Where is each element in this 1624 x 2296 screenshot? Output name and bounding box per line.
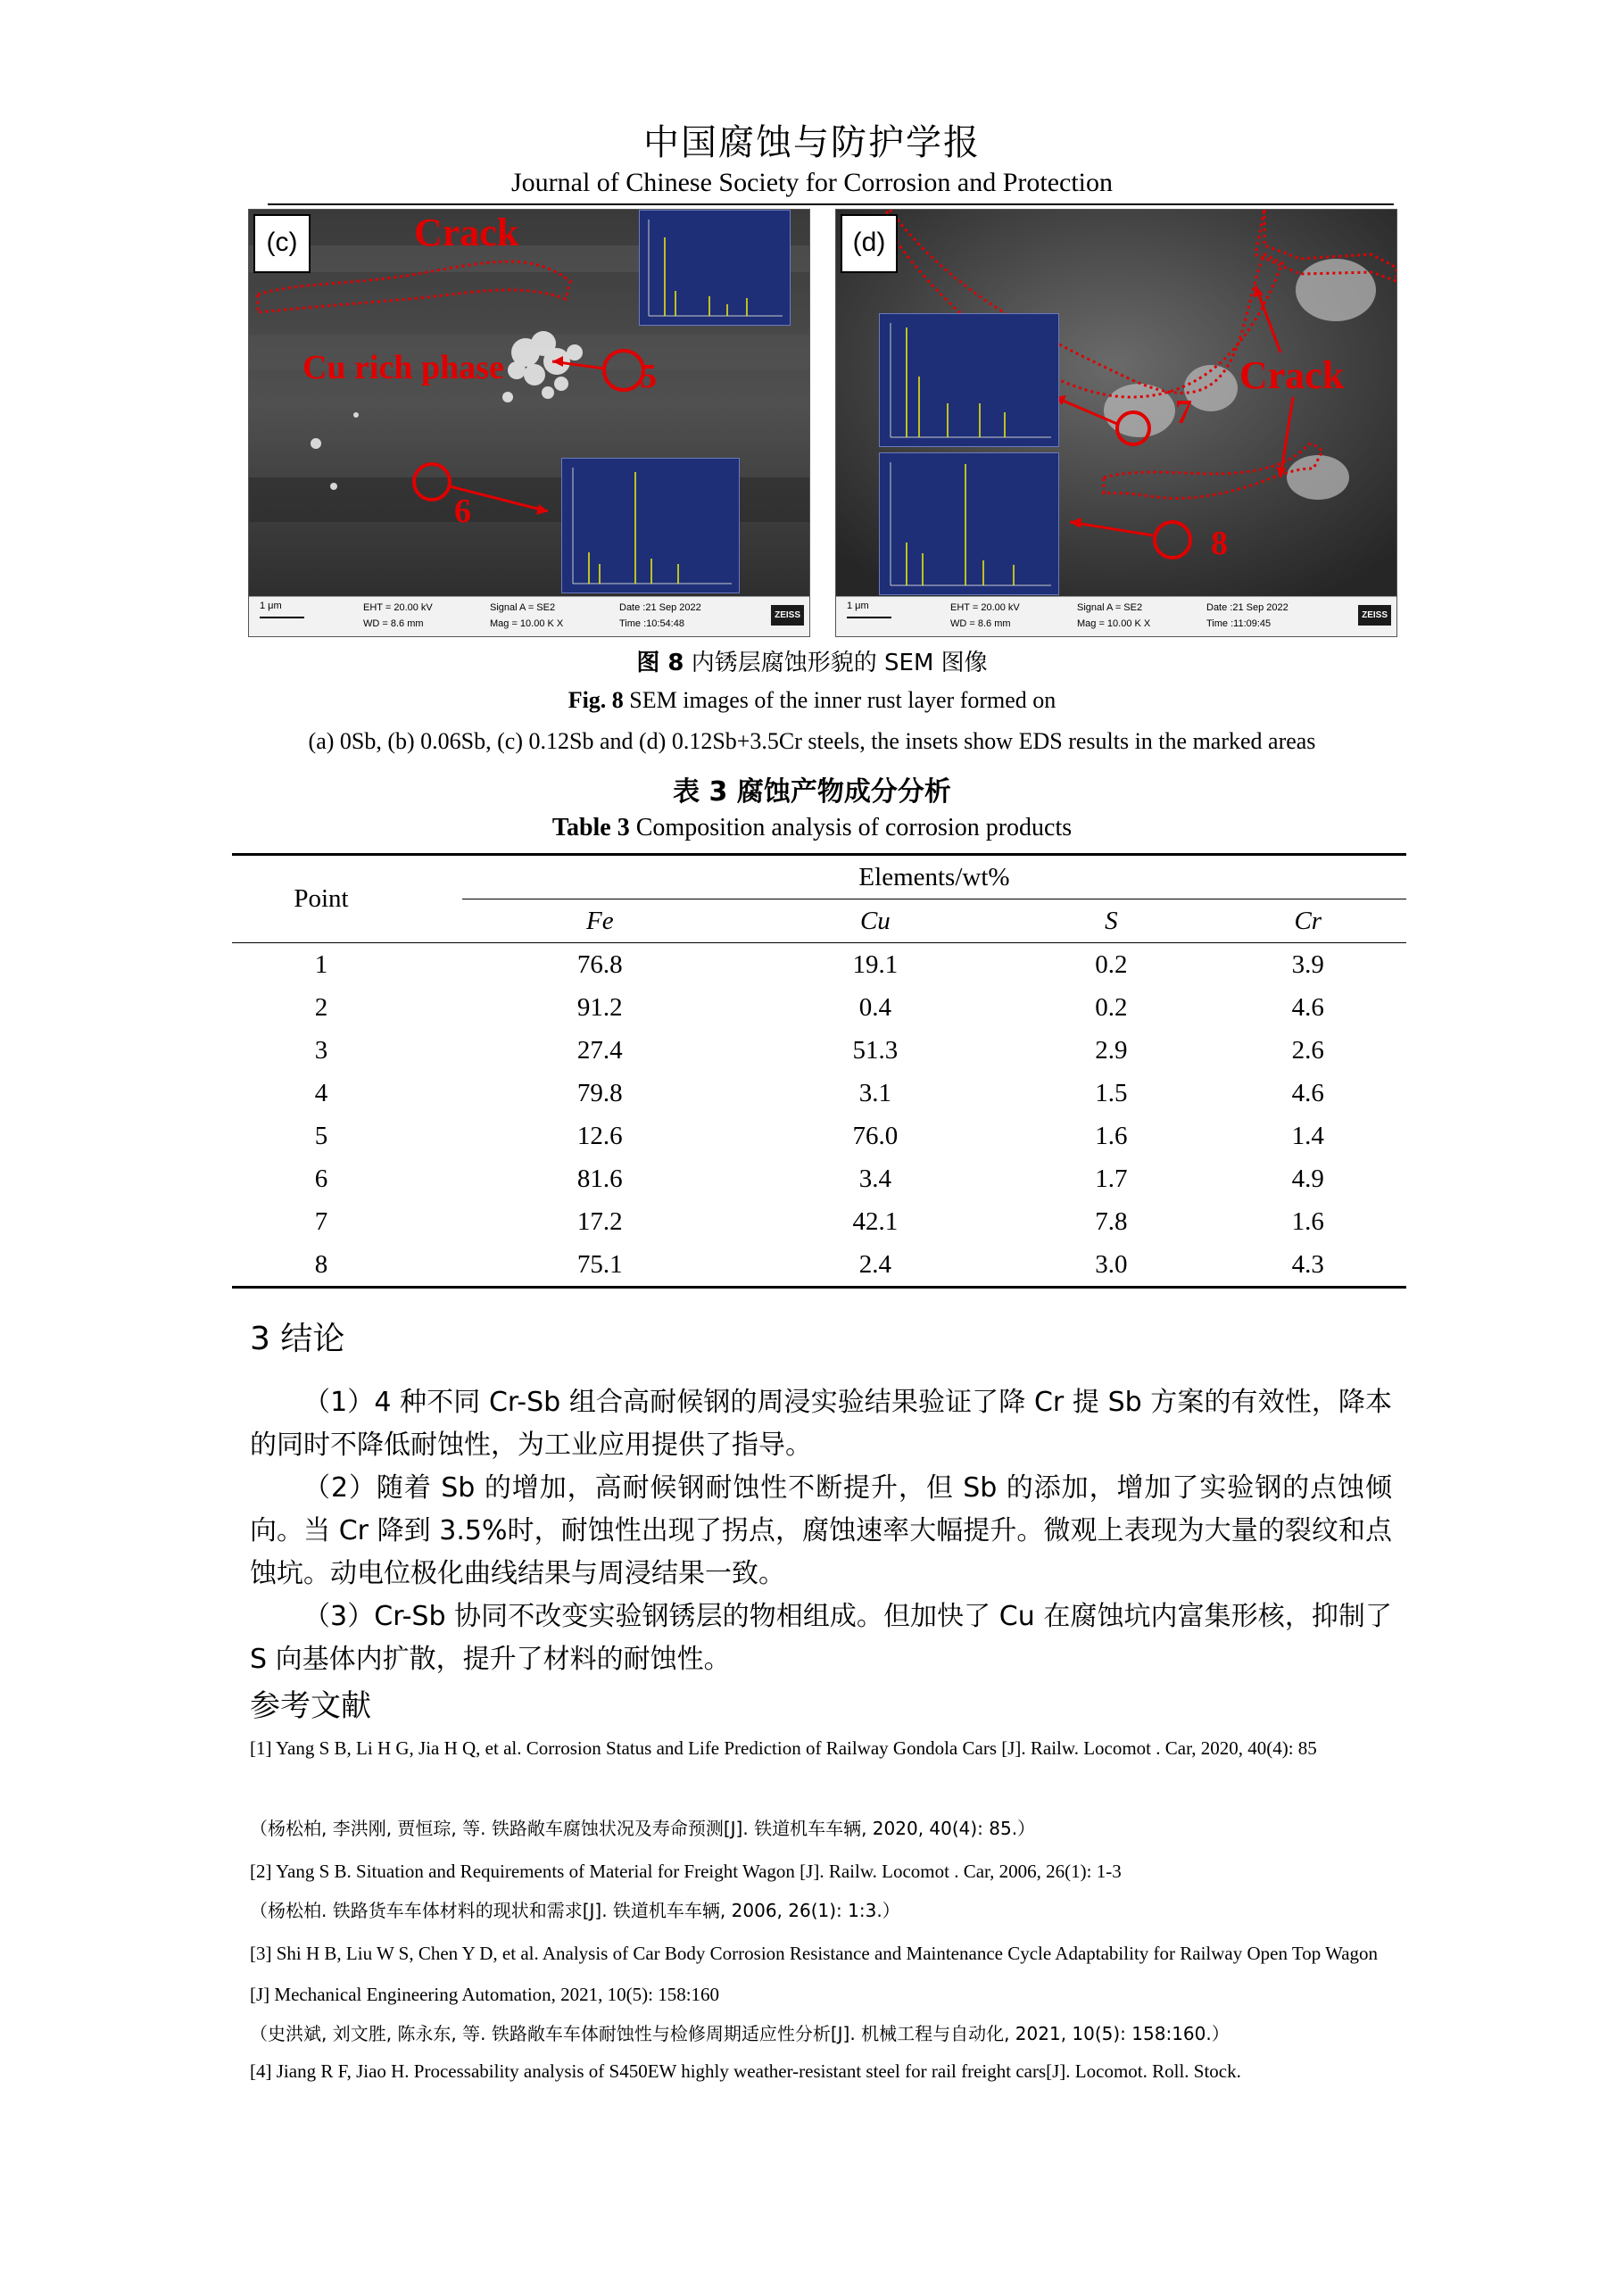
reference-4: [4] Jiang R F, Jiao H. Processability analysis of S450EW highly weather-resistant steel for rail freight cars[J]. Locomot. Roll. Stock. [250, 2060, 1241, 2082]
zeiss-logo: ZEISS [1358, 605, 1391, 626]
annotation-cu-rich-phase: Cu rich phase [302, 349, 504, 386]
eht-label: EHT = 20.00 kV [950, 602, 1020, 613]
header-rule [268, 203, 1394, 205]
table-title-cn: 表 3 腐蚀产物成分分析 [673, 776, 951, 808]
cell-cu: 3.1 [858, 1078, 891, 1107]
col-header-cu: Cu [738, 899, 1014, 943]
figure-caption-cn-text: 内锈层腐蚀形貌的 SEM 图像 [684, 650, 988, 676]
conclusion-paragraph-1: （1）4 种不同 Cr-Sb 组合高耐候钢的周浸实验结果验证了降 Cr 提 Sb 方案的有效性，降本的同时不降低耐蚀性，为工业应用提供了指导。 [250, 1387, 1392, 1461]
table-title-en [0, 814, 1624, 842]
eds-inset-c1 [639, 210, 791, 326]
cell-spacer [410, 986, 462, 1029]
cell-s: 0.2 [1095, 992, 1128, 1022]
cell-spacer [410, 1072, 462, 1115]
cell-cu: 42.1 [852, 1206, 899, 1236]
scale-label: 1 μm [847, 601, 869, 611]
annotation-point-6: 6 [454, 493, 471, 530]
date-label: Date :21 Sep 2022 [619, 602, 701, 613]
annotation-point-5: 5 [640, 358, 657, 395]
table-row [232, 1243, 1406, 1288]
section-title-references: 参考文献 [250, 1688, 371, 1724]
annotation-point-7: 7 [1175, 394, 1192, 431]
cell-s: 2.9 [1095, 1035, 1128, 1065]
cell-cr: 1.6 [1291, 1206, 1324, 1236]
cell-point: 6 [314, 1164, 328, 1193]
cell-s: 1.5 [1095, 1078, 1128, 1107]
table-row [232, 1115, 1406, 1157]
panel-label-d: (d) [841, 214, 898, 273]
reference-3-cn: （史洪斌, 刘文胜, 陈永东, 等. 铁路敞车车体耐蚀性与检修周期适应性分析[J]. 机械工程与自动化, 2021, 10(5): 158:160.） [250, 2023, 1230, 2044]
sem-image-c [248, 209, 810, 637]
time-label: Time :10:54:48 [619, 618, 684, 629]
signal-label: Signal A = SE2 [1077, 602, 1143, 613]
reference-2-cn: （杨松柏. 铁路货车车体材料的现状和需求[J]. 铁道机车车辆, 2006, 26(1): 1:3.） [250, 1900, 900, 1921]
cell-point: 4 [314, 1078, 328, 1107]
col-header-elements: Elements/wt% [462, 855, 1406, 899]
annotation-crack-c: Crack [414, 211, 519, 254]
table-title-en-text: Composition analysis of corrosion products [629, 814, 1073, 841]
table-row [232, 1029, 1406, 1072]
scale-bar [260, 617, 304, 618]
reference-1: [1] Yang S B, Li H G, Jia H Q, et al. Corrosion Status and Life Prediction of Railway Gondola Cars [J]. Railw. Locomot . Car, 2020, 40(4): 85 [250, 1737, 1317, 1759]
section-title-conclusion: 3 结论 [250, 1321, 345, 1357]
wd-label: WD = 8.6 mm [950, 618, 1011, 629]
cell-spacer [410, 1157, 462, 1200]
cell-point: 1 [314, 949, 328, 979]
table-row [232, 1157, 1406, 1200]
col-header-s: S [1013, 899, 1209, 943]
cell-cr: 4.9 [1291, 1164, 1324, 1193]
header-spacer [410, 899, 462, 943]
wd-label: WD = 8.6 mm [363, 618, 424, 629]
date-label: Date :21 Sep 2022 [1206, 602, 1288, 613]
cell-fe: 17.2 [576, 1206, 623, 1236]
cell-cr: 3.9 [1291, 949, 1324, 979]
figure-caption-en [0, 687, 1624, 714]
table-row [232, 986, 1406, 1029]
figure-caption-en-text: SEM images of the inner rust layer formed on [623, 687, 1056, 713]
eht-label: EHT = 20.00 kV [363, 602, 433, 613]
cell-cu: 19.1 [852, 949, 899, 979]
table-header-row [232, 855, 1406, 899]
cell-spacer [410, 1115, 462, 1157]
cell-cu: 3.4 [858, 1164, 891, 1193]
signal-label: Signal A = SE2 [490, 602, 556, 613]
cell-fe: 75.1 [462, 1243, 738, 1288]
cell-point: 5 [314, 1121, 328, 1150]
reference-3: [3] Shi H B, Liu W S, Chen Y D, et al. Analysis of Car Body Corrosion Resistance and Maintenance Cycle Adaptability for Railway Open Top Wagon [J] Mechanical Engineering Automation, 2021, 10(5): 158:160 [250, 1943, 1379, 2005]
journal-title-en: Journal of Chinese Society for Corrosion and Protection [510, 168, 1114, 197]
cell-cu: 0.4 [858, 992, 891, 1022]
cell-s: 1.6 [1095, 1121, 1128, 1150]
cell-point: 2 [314, 992, 328, 1022]
cell-cr: 4.3 [1210, 1243, 1406, 1288]
cell-point: 7 [314, 1206, 328, 1236]
table-number-en: Table 3 [551, 814, 630, 841]
figure-caption-cn [0, 644, 1624, 677]
cell-fe: 81.6 [576, 1164, 623, 1193]
col-header-cr: Cr [1210, 899, 1406, 943]
table-row [232, 1200, 1406, 1243]
figure-number-en: Fig. 8 [568, 687, 624, 713]
figure-caption-en-line2: (a) 0Sb, (b) 0.06Sb, (c) 0.12Sb and (d) 0.12Sb+3.5Cr steels, the insets show EDS results in the marked areas [308, 728, 1316, 754]
cell-cu: 2.4 [738, 1243, 1014, 1288]
eds-inset-d1 [879, 313, 1059, 447]
panel-label-c: (c) [253, 214, 311, 273]
cell-spacer [410, 1243, 462, 1288]
col-header-fe: Fe [462, 899, 738, 943]
sem-infobar-d [836, 596, 1396, 636]
cell-s: 7.8 [1095, 1206, 1128, 1236]
cell-cr: 2.6 [1291, 1035, 1324, 1065]
cell-s: 1.7 [1095, 1164, 1128, 1193]
cell-cr: 4.6 [1291, 992, 1324, 1022]
eds-inset-c2 [561, 458, 740, 593]
table-row [232, 943, 1406, 987]
figure-number-cn: 图 8 [636, 650, 684, 676]
mag-label: Mag = 10.00 K X [490, 618, 564, 629]
header-spacer [410, 855, 462, 899]
cell-spacer [410, 943, 462, 987]
eds-inset-d2 [879, 452, 1059, 595]
conclusion-paragraph-2: （2）随着 Sb 的增加，高耐候钢耐蚀性不断提升，但 Sb 的添加，增加了实验钢的点蚀倾向。当 Cr 降到 3.5%时，耐蚀性出现了拐点，腐蚀速率大幅提升。微观上表现为大量的裂纹和点蚀坑。动电位极化曲线结果与周浸结果一致。 [250, 1472, 1392, 1589]
zeiss-logo: ZEISS [771, 605, 804, 626]
journal-title-cn: 中国腐蚀与防护学报 [643, 122, 981, 163]
reference-1-cn: （杨松柏, 李洪刚, 贾恒琮, 等. 铁路敞车腐蚀状况及寿命预测[J]. 铁道机车车辆, 2020, 40(4): 85.） [250, 1818, 1036, 1839]
conclusion-paragraph-3: （3）Cr-Sb 协同不改变实验钢锈层的物相组成。但加快了 Cu 在腐蚀坑内富集形核，抑制了 S 向基体内扩散，提升了材料的耐蚀性。 [250, 1601, 1392, 1675]
cell-fe: 12.6 [576, 1121, 623, 1150]
cell-spacer [410, 1200, 462, 1243]
mag-label: Mag = 10.00 K X [1077, 618, 1151, 629]
time-label: Time :11:09:45 [1206, 618, 1272, 629]
composition-table [232, 853, 1406, 1289]
annotation-crack-d: Crack [1239, 353, 1345, 397]
cell-spacer [410, 1029, 462, 1072]
cell-point: 3 [314, 1035, 328, 1065]
cell-cu: 51.3 [852, 1035, 899, 1065]
cell-fe: 76.8 [576, 949, 623, 979]
cell-cu: 76.0 [852, 1121, 899, 1150]
annotation-point-8: 8 [1211, 525, 1228, 562]
sem-infobar-c [249, 596, 809, 636]
col-header-point: Point [232, 855, 410, 943]
table-row [232, 1072, 1406, 1115]
cell-point: 8 [232, 1243, 410, 1288]
reference-2: [2] Yang S B. Situation and Requirements of Material for Freight Wagon [J]. Railw. Locomot . Car, 2006, 26(1): 1-3 [250, 1861, 1122, 1882]
cell-fe: 27.4 [576, 1035, 623, 1065]
scale-label: 1 μm [260, 601, 282, 611]
scale-bar [847, 617, 891, 618]
cell-s: 0.2 [1095, 949, 1128, 979]
cell-cr: 1.4 [1291, 1121, 1324, 1150]
cell-cr: 4.6 [1291, 1078, 1324, 1107]
cell-fe: 91.2 [576, 992, 623, 1022]
cell-s: 3.0 [1013, 1243, 1209, 1288]
cell-fe: 79.8 [576, 1078, 623, 1107]
sem-image-d [835, 209, 1397, 637]
